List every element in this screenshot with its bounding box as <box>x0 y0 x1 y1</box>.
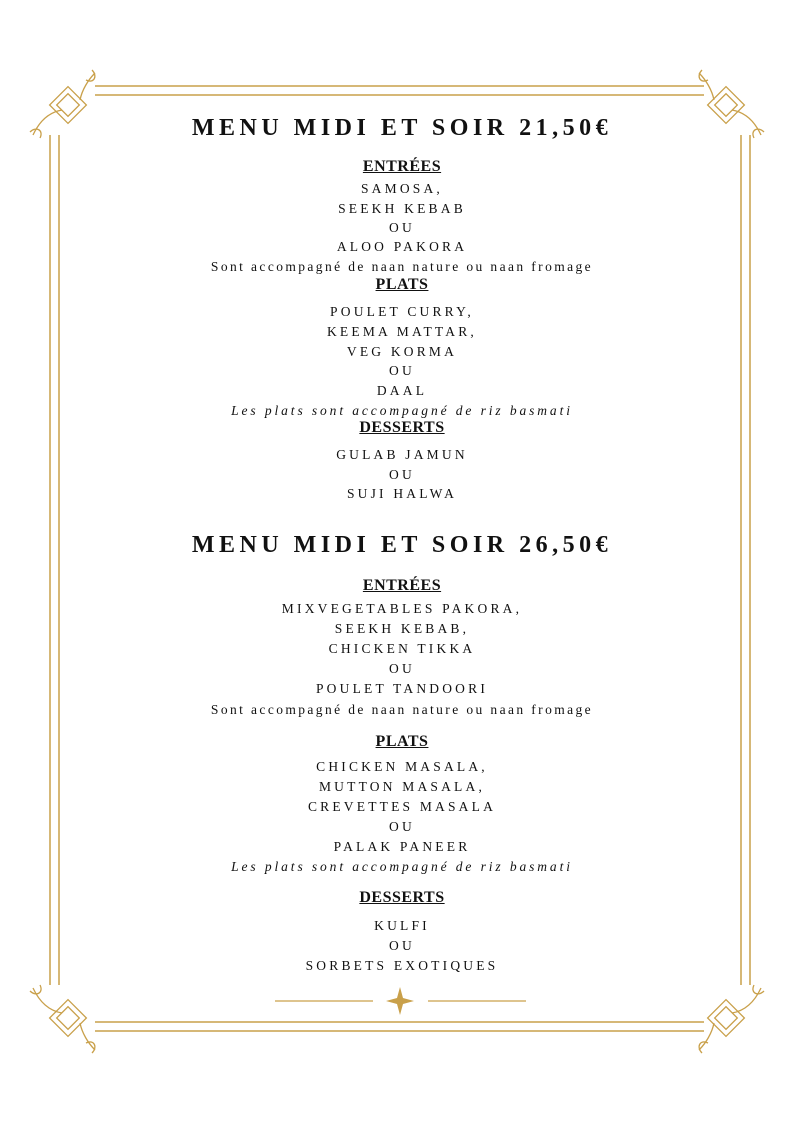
section-heading-desserts: DESSERTS <box>359 889 445 906</box>
menu-item: VEG KORMA <box>346 344 458 359</box>
menu-title: MENU MIDI ET SOIR 21,50€ <box>191 115 613 141</box>
menu-note: Sont accompagné de naan nature ou naan fromage <box>210 259 594 274</box>
menu-item: OU <box>389 467 415 482</box>
section-heading-plats: PLATS <box>375 276 429 293</box>
menu-item: OU <box>389 363 415 378</box>
section-heading-plats: PLATS <box>375 733 429 750</box>
menu-item: KULFI <box>374 918 430 933</box>
menu-item: ALOO PAKORA <box>336 239 468 254</box>
menu-item: OU <box>389 938 415 953</box>
menu-item: SEEKH KEBAB, <box>334 621 470 636</box>
section-heading-entrees: ENTRÉES <box>362 158 442 175</box>
menu-item: OU <box>389 220 415 235</box>
menu-item: KEEMA MATTAR, <box>326 324 478 339</box>
menu-item: POULET TANDOORI <box>315 681 489 696</box>
menu-item: GULAB JAMUN <box>336 447 468 462</box>
menu-item: MIXVEGETABLES PAKORA, <box>281 601 523 616</box>
menu-item: OU <box>389 819 415 834</box>
menu-item: CHICKEN TIKKA <box>328 641 476 656</box>
corner-ornament-bottom-left <box>30 985 95 1053</box>
star-icon <box>386 987 414 1015</box>
menu-item: SAMOSA, <box>360 181 444 196</box>
section-heading-desserts: DESSERTS <box>359 419 445 436</box>
menu-title: MENU MIDI ET SOIR 26,50€ <box>191 532 613 558</box>
star-divider <box>275 987 526 1015</box>
corner-ornament-bottom-right <box>699 985 764 1053</box>
section-heading-entrees: ENTRÉES <box>362 577 442 594</box>
menu-item: DAAL <box>376 383 428 398</box>
menu-note: Sont accompagné de naan nature ou naan fromage <box>210 702 594 717</box>
menu-item: SEEKH KEBAB <box>338 201 466 216</box>
menu-note: Les plats sont accompagné de riz basmati <box>231 859 573 874</box>
menu-item: SORBETS EXOTIQUES <box>305 958 499 973</box>
menu-item: POULET CURRY, <box>330 304 474 319</box>
menu-item: SUJI HALWA <box>346 486 458 501</box>
menu-item: OU <box>389 661 415 676</box>
menu-item: MUTTON MASALA, <box>318 779 486 794</box>
menu-item: CREVETTES MASALA <box>307 799 497 814</box>
menu-note: Les plats sont accompagné de riz basmati <box>231 403 573 418</box>
menu-item: PALAK PANEER <box>333 839 471 854</box>
menu-item: CHICKEN MASALA, <box>316 759 488 774</box>
